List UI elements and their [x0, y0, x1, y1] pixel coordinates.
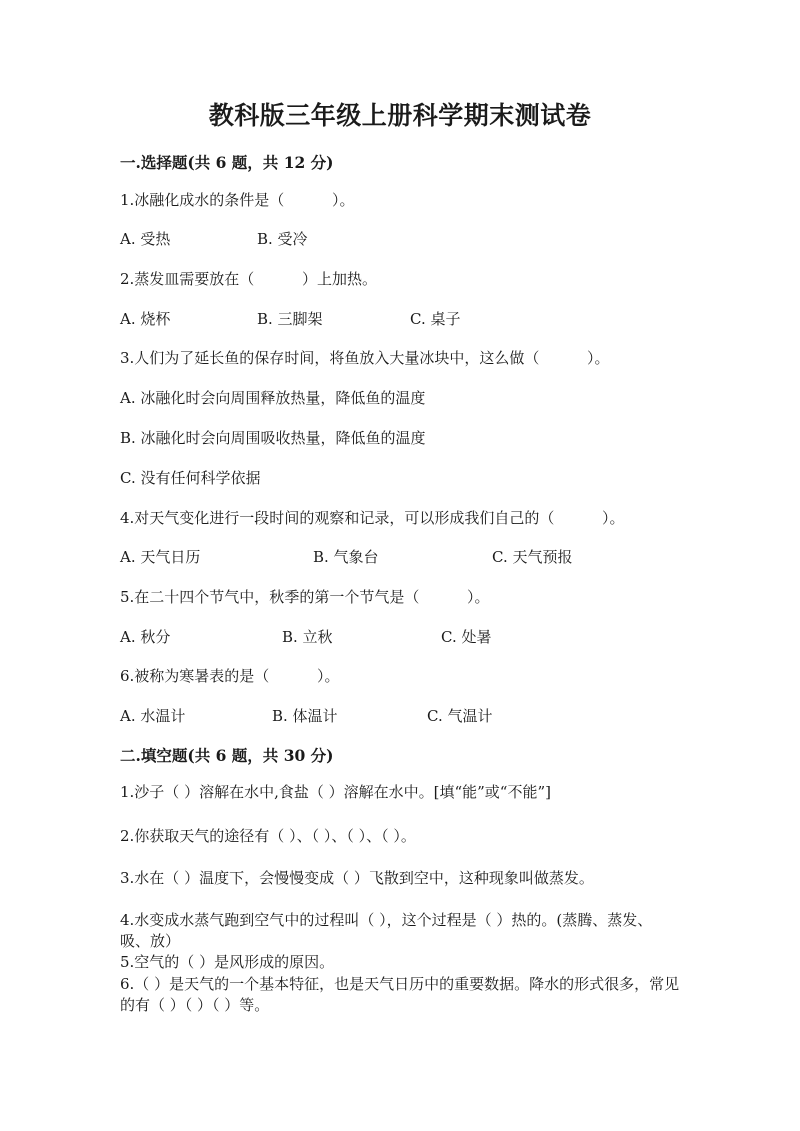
section-heading-fill: 二.填空题(共 6 题，共 30 分) — [120, 746, 334, 765]
question-5: 5.在二十四个节气中，秋季的第一个节气是（ ）。 — [120, 588, 490, 606]
section-heading-choice: 一.选择题(共 6 题，共 12 分) — [120, 153, 334, 172]
option-6-a: A. 水温计 — [120, 707, 186, 725]
question-3: 3.人们为了延长鱼的保存时间，将鱼放入大量冰块中，这么做（ ）。 — [120, 349, 610, 367]
option-4-c: C. 天气预报 — [492, 548, 573, 566]
fill-question-3: 3.水在（ ）温度下，会慢慢变成（ ）飞散到空中，这种现象叫做蒸发。 — [120, 869, 594, 887]
option-6-c: C. 气温计 — [427, 707, 493, 725]
fill-question-2: 2.你获取天气的途径有（ ）、（ ）、（ ）、（ ）。 — [120, 827, 416, 845]
option-4-b: B. 气象台 — [313, 548, 379, 566]
fill-question-6: 6.（ ）是天气的一个基本特征，也是天气日历中的重要数据。降水的形式很多，常见的有（ ）（ ）（ ）等。 — [120, 975, 680, 1014]
fill-question-4: 4.水变成水蒸气跑到空气中的过程叫（ ），这个过程是（ ）热的。(蒸腾、蒸发、吸、放） — [120, 911, 653, 950]
option-5-c: C. 处暑 — [441, 628, 492, 646]
question-2: 2.蒸发皿需要放在（ ）上加热。 — [120, 270, 377, 288]
option-2-c: C. 桌子 — [410, 310, 461, 328]
option-5-b: B. 立秋 — [282, 628, 333, 646]
question-4: 4.对天气变化进行一段时间的观察和记录，可以形成我们自己的（ ）。 — [120, 509, 625, 527]
option-1-a: A. 受热 — [120, 230, 171, 248]
option-4-a: A. 天气日历 — [120, 548, 201, 566]
option-3-a: A. 冰融化时会向周围释放热量，降低鱼的温度 — [120, 389, 426, 407]
page-title: 教科版三年级上册科学期末测试卷 — [208, 101, 592, 130]
option-5-a: A. 秋分 — [120, 628, 171, 646]
option-3-b: B. 冰融化时会向周围吸收热量，降低鱼的温度 — [120, 429, 426, 447]
option-2-b: B. 三脚架 — [257, 310, 323, 328]
question-6: 6.被称为寒暑表的是（ ）。 — [120, 667, 340, 685]
fill-question-5: 5.空气的（ ）是风形成的原因。 — [120, 953, 335, 971]
option-1-b: B. 受冷 — [257, 230, 308, 248]
fill-question-1: 1.沙子（ ）溶解在水中,食盐（ ）溶解在水中。[填“能”或“不能”] — [120, 783, 551, 801]
option-3-c: C. 没有任何科学依据 — [120, 469, 261, 487]
option-2-a: A. 烧杯 — [120, 310, 171, 328]
option-6-b: B. 体温计 — [272, 707, 338, 725]
question-1: 1.冰融化成水的条件是（ ）。 — [120, 191, 355, 209]
